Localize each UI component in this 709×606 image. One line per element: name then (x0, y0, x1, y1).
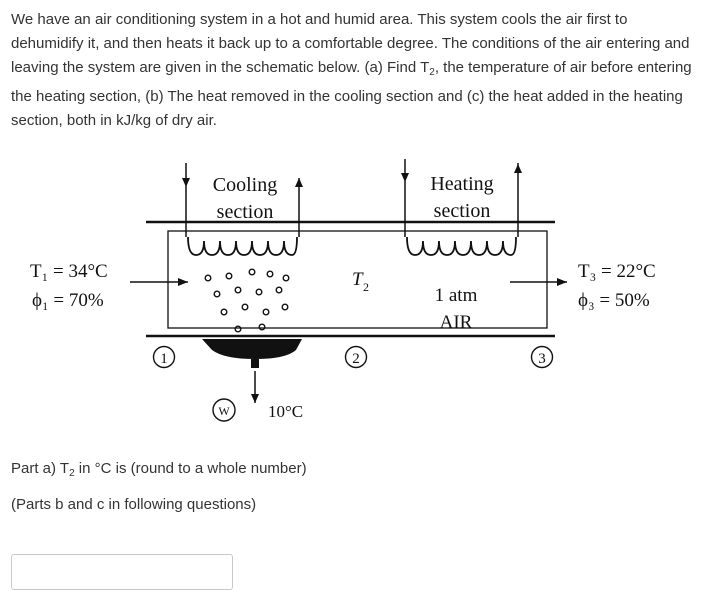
question-text (11, 8, 701, 133)
part-a-prompt (11, 460, 307, 479)
parts-bc-note: (Parts b and c in following questions) (11, 496, 257, 513)
answer-input[interactable] (11, 554, 233, 590)
water-collection-tray (202, 339, 302, 359)
question-t2-subscript: 2 (429, 67, 435, 78)
question-intro: We have an air conditioning system in a hot and humid area. This system cools the air first to dehumidify it, and then heats it back up to a comfortable degree. The conditions of the air entering and leaving the system are given in the schematic below. (a) Find T (11, 11, 690, 76)
state-1-label: 1 (160, 351, 168, 367)
state-3-label: 3 (538, 351, 546, 367)
cooling-in-arrow-icon (182, 178, 190, 187)
air-label: AIR (439, 312, 473, 333)
cooling-coil (188, 237, 297, 255)
t2-subscript: 2 (363, 280, 369, 294)
water-temperature: 10°C (268, 402, 304, 421)
t2-symbol: T (352, 269, 363, 290)
cooling-out-arrow-icon (295, 178, 303, 187)
outlet-temperature: T₃ = 22°C (578, 261, 656, 282)
cooling-label-line1: Cooling (212, 174, 278, 196)
inlet-arrow-icon (178, 278, 188, 286)
heating-label-line2: section (433, 200, 491, 222)
water-label: W (218, 404, 230, 418)
drain-outlet (251, 359, 259, 368)
heating-coil (407, 237, 516, 255)
outlet-arrow-icon (557, 278, 567, 286)
cooling-label-line2: section (216, 201, 274, 223)
condensate-droplets-icon (205, 269, 289, 332)
inlet-humidity: ϕ₁ = 70% (32, 290, 104, 311)
drain-arrow-icon (251, 394, 259, 403)
part-a-subscript: 2 (69, 468, 75, 479)
pressure-label: 1 atm (434, 285, 478, 306)
state-2-label: 2 (352, 351, 360, 367)
question-rest: , the temperature of air before entering the heating section, (b) The heat removed in the cooling section and (c) the heat added in the heating section, both in kJ/kg of dry air. (11, 59, 692, 129)
outlet-humidity: ϕ₃ = 50% (578, 290, 650, 311)
heating-label-line1: Heating (430, 173, 494, 195)
inlet-temperature: T₁ = 34°C (30, 261, 108, 282)
ac-schematic (0, 145, 709, 435)
heating-in-arrow-icon (401, 173, 409, 182)
part-a-suffix: in °C is (round to a whole number) (74, 460, 307, 477)
heating-out-arrow-icon (514, 164, 522, 173)
part-a-prefix: Part a) T (11, 460, 70, 477)
